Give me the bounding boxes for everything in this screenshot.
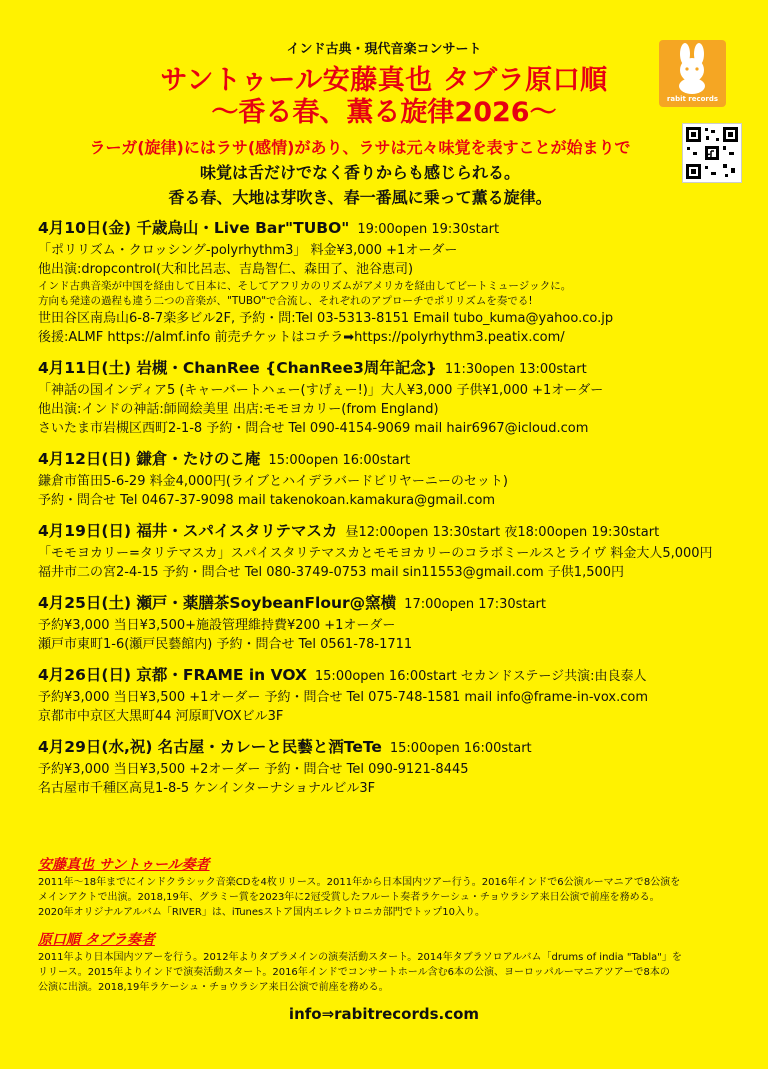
event-detail: 予約・問合せ Tel 0467-37-9098 mail takenokoan.kamakura@gmail.com xyxy=(38,493,496,508)
event-detail: 方向も発達の過程も違う二つの音楽が、"TUBO"で合流し、それぞれのアプローチでポリリズムを奏でる! xyxy=(38,295,533,307)
event-time: 17:00open 17:30start xyxy=(404,597,546,612)
event-time: 15:00open 16:00start セカンドステージ共演:由良泰人 xyxy=(314,669,647,684)
event-title: 4月26日(日) 京都・FRAME in VOX xyxy=(38,666,307,684)
concert-title: サントゥール安藤真也 タブラ原口順 xyxy=(160,65,608,96)
bio-ando xyxy=(38,855,738,920)
event-detail: 予約¥3,000 当日¥3,500 +1オーダー 予約・問合せ Tel 075-748-1581 mail info@frame-in-vox.com xyxy=(38,690,649,705)
event-item xyxy=(38,357,748,438)
event-list xyxy=(38,217,748,808)
rabit-records-logo xyxy=(659,40,726,107)
event-detail: 鎌倉市笛田5-6-29 料金4,000円(ライブとハイデラバードビリヤーニーのセット) xyxy=(38,474,508,489)
event-title: 4月19日(日) 福井・スパイスタリテマスカ xyxy=(38,522,338,540)
event-item xyxy=(38,448,748,510)
qr-code[interactable] xyxy=(682,123,742,183)
event-item xyxy=(38,217,748,347)
event-detail: 他出演:dropcontrol(大和比呂志、吉島智仁、森田了、池谷恵司) xyxy=(38,262,414,277)
contact-link[interactable]: info⇒rabitrecords.com xyxy=(288,1005,480,1023)
event-detail: 「神話の国インディア5 (キャーバートハェー(すげぇー!)」大人¥3,000 子供¥1,000 +1オーダー xyxy=(38,383,604,398)
event-detail: さいたま市岩槻区西町2-1-8 予約・問合せ Tel 090-4154-9069 mail hair6967@icloud.com xyxy=(38,421,589,436)
event-title: 4月11日(土) 岩槻・ChanRee {ChanRee3周年記念} xyxy=(38,359,437,377)
event-item xyxy=(38,520,748,582)
bio-haraguchi xyxy=(38,930,738,995)
intro-line: ラーガ(旋律)にはラサ(感情)があり、ラサは元々味覚を表すことが始まりで xyxy=(89,138,631,157)
event-detail: 予約¥3,000 当日¥3,500+施設管理維持費¥200 +1オーダー xyxy=(38,618,396,633)
event-item xyxy=(38,664,748,726)
event-time: 15:00open 16:00start xyxy=(389,741,532,756)
event-detail: 他出演:インドの神話:師岡絵美里 出店:モモヨカリー(from England) xyxy=(38,402,439,417)
qr-code-icon xyxy=(683,124,741,182)
event-detail: 名古屋市千種区高見1-8-5 ケンインターナショナルビル3F xyxy=(38,781,376,796)
event-item xyxy=(38,592,748,654)
event-item xyxy=(38,736,748,798)
bio-line: リリース。2015年よりインドで演奏活動スタート。2016年インドでコンサートホール含む6本の公演、ヨーロッパルーマニアツアーで8本の xyxy=(38,967,670,978)
bio-title: 原口順 タブラ奏者 xyxy=(38,932,155,948)
event-title: 4月12日(日) 鎌倉・たけのこ庵 xyxy=(38,450,261,468)
event-detail: 「ポリリズム・クロッシング-polyrhythm3」 料金¥3,000 +1オーダー xyxy=(38,243,458,258)
event-title: 4月29日(水,祝) 名古屋・カレーと民藝と酒TeTe xyxy=(38,738,382,756)
bio-line: メインアクトで出演。2018,19年、グラミー賞を2023年に2冠受賞したフルート奏者ラケーシュ・チョウラシア来日公演で前座を務める。 xyxy=(38,892,660,903)
bio-line: 公演に出演。2018,19年ラケーシュ・チョウラシア来日公演で前座を務める。 xyxy=(38,982,389,993)
event-title: 4月25日(土) 瀬戸・薬膳茶SoybeanFlour@窯横 xyxy=(38,594,397,612)
event-detail: 後援:ALMF https://almf.info 前売チケットはコチラ➡https://polyrhythm3.peatix.com/ xyxy=(38,330,565,345)
intro-line: 味覚は舌だけでなく香りからも感じられる。 xyxy=(199,163,520,182)
intro-line: 香る春、大地は芽吹き、春一番風に乗って薫る旋律。 xyxy=(168,188,552,207)
intro-text xyxy=(60,135,660,210)
event-detail: 京都市中京区大黒町44 河原町VOXビル3F xyxy=(38,709,284,724)
bio-line: 2011年より日本国内ツアーを行う。2012年よりタブラメインの演奏活動スタート。2014年タブラソロアルバム「drums of india "Tabla"」を xyxy=(38,952,682,963)
event-time: 15:00open 16:00start xyxy=(268,453,411,468)
concert-subtitle: インド古典・現代音楽コンサート xyxy=(286,42,482,57)
bio-title: 安藤真也 サントゥール奏者 xyxy=(38,857,210,873)
logo-text: rabit records xyxy=(666,95,719,103)
event-detail: 福井市二の宮2-4-15 予約・問合せ Tel 080-3749-0753 mail sin11553@gmail.com 子供1,500円 xyxy=(38,565,625,580)
event-detail: 瀬戸市東町1-6(瀬戸民藝館内) 予約・問合せ Tel 0561-78-1711 xyxy=(38,637,413,652)
bio-text xyxy=(38,950,738,995)
concert-tour-title: 〜香る春、薫る旋律2026〜 xyxy=(211,97,557,128)
event-detail: 予約¥3,000 当日¥3,500 +2オーダー 予約・問合せ Tel 090-9121-8445 xyxy=(38,762,469,777)
event-time: 昼12:00open 13:30start 夜18:00open 19:30start xyxy=(345,525,660,540)
bio-line: 2020年オリジナルアルバム「RIVER」は、iTunesストア国内エレクトロニカ部門でトップ10入り。 xyxy=(38,907,485,918)
event-detail: インド古典音楽が中国を経由して日本に、そしてアフリカのリズムがアメリカを経由してビートミュージックに。 xyxy=(38,280,572,292)
event-detail: 世田谷区南烏山6-8-7楽多ビル2F, 予約・問:Tel 03-5313-8151 Email tubo_kuma@yahoo.co.jp xyxy=(38,311,614,326)
event-detail: 「モモヨカリー=タリテマスカ」スパイスタリテマスカとモモヨカリーのコラボミールスとライヴ 料金大人5,000円 xyxy=(38,546,713,561)
bio-line: 2011年〜18年までにインドクラシック音楽CDを4枚リリース。2011年から日本国内ツアー行う。2016年インドで6公演ルーマニアで8公演を xyxy=(38,877,681,888)
event-time: 11:30open 13:00start xyxy=(444,362,587,377)
event-time: 19:00open 19:30start xyxy=(357,222,500,237)
event-title: 4月10日(金) 千歳烏山・Live Bar"TUBO" xyxy=(38,219,350,237)
bio-text xyxy=(38,875,738,920)
